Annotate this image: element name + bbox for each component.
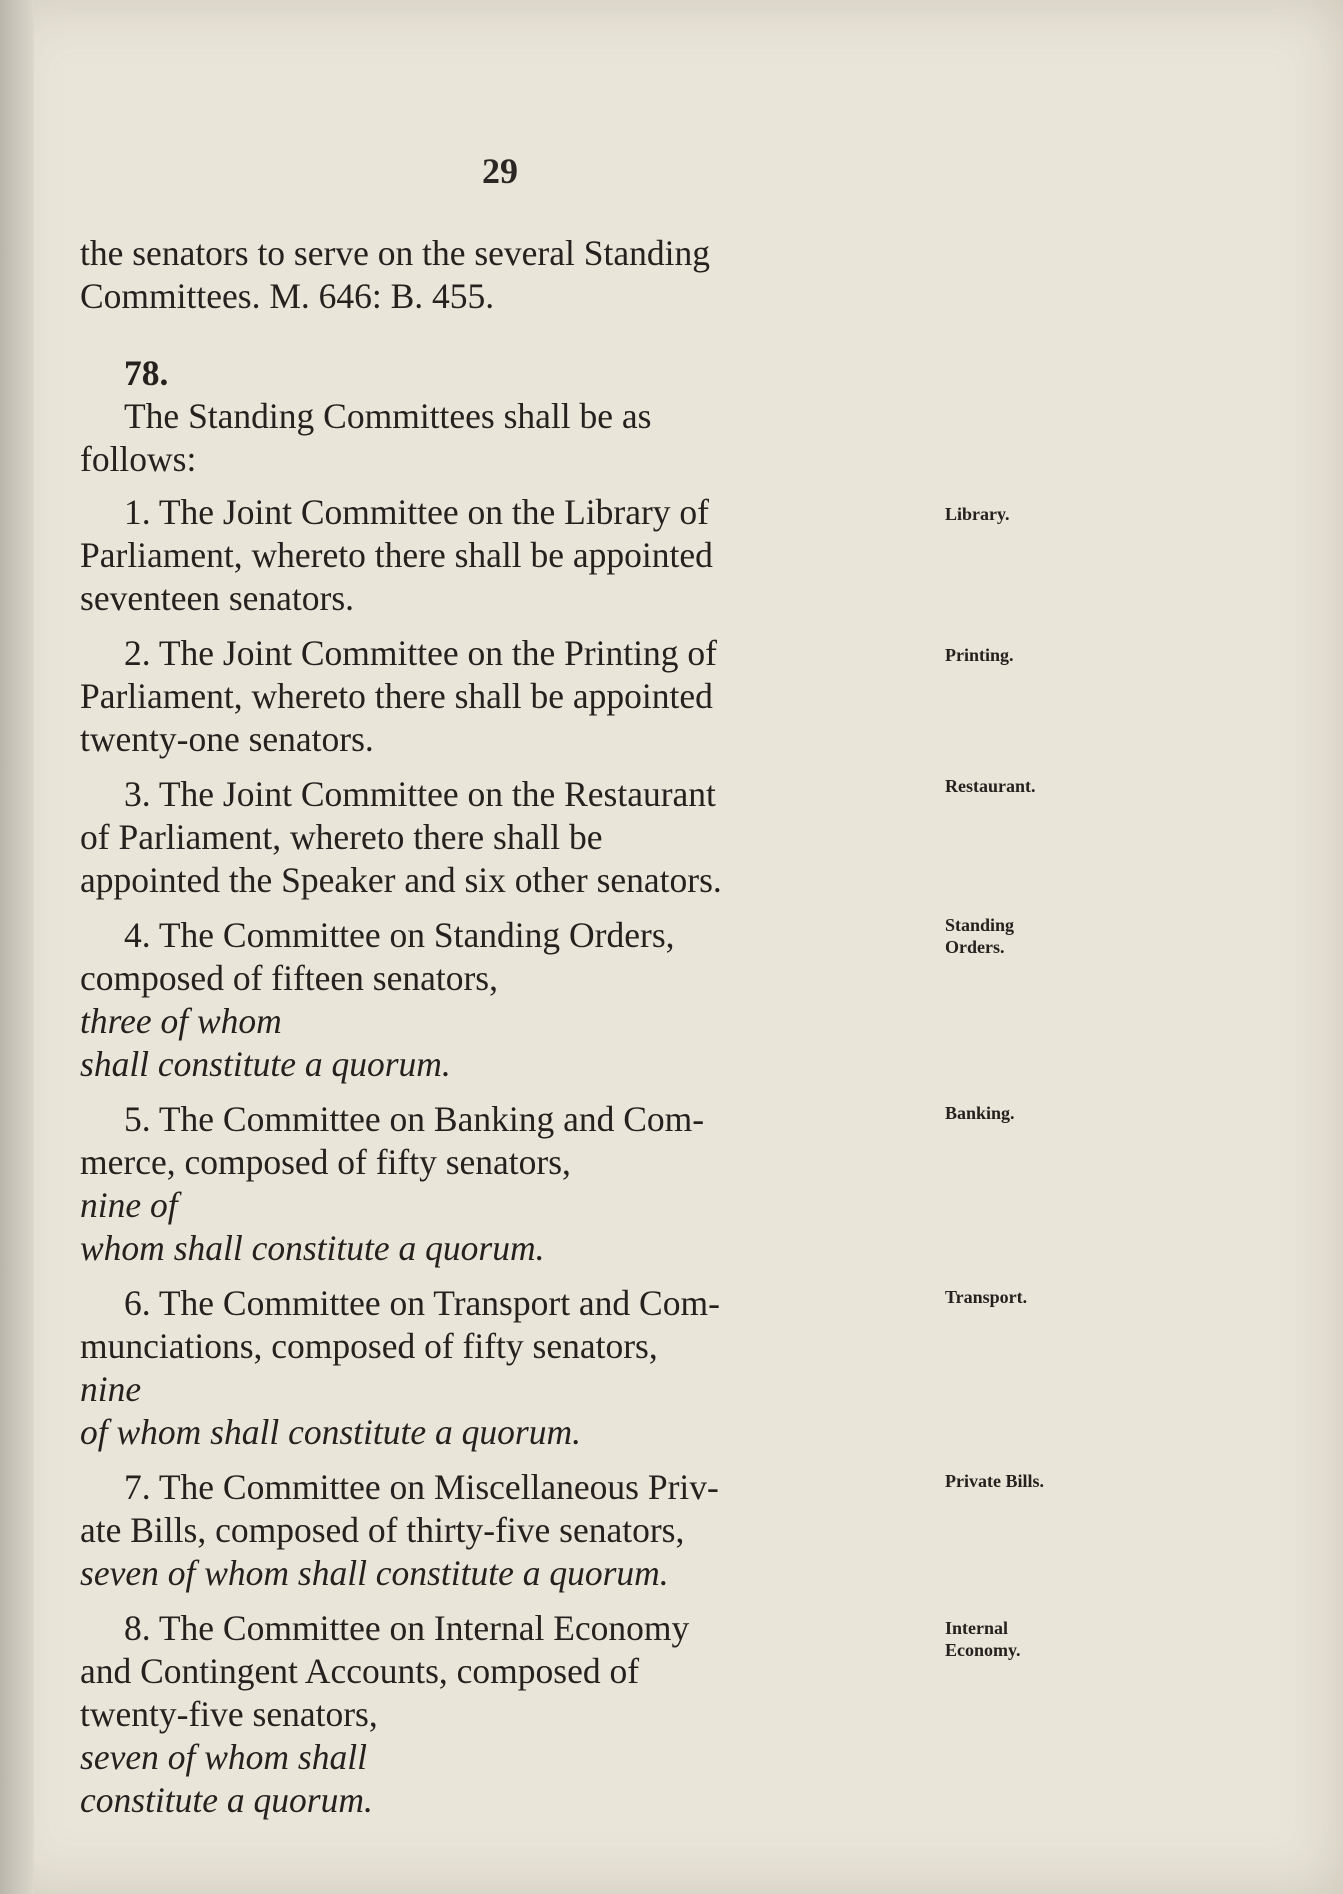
intro-line: the senators to serve on the several Standing xyxy=(80,233,710,273)
quorum-line: shall constitute a quorum. xyxy=(80,1044,451,1084)
quorum-text: three of whom xyxy=(80,1001,282,1041)
item-line: and Contingent Accounts, composed of xyxy=(80,1651,640,1691)
margin-note-text: Orders. xyxy=(945,937,1005,957)
margin-note xyxy=(945,1102,1015,1124)
intro-paragraph xyxy=(80,232,940,318)
item-line: Parliament, whereto there shall be appointed xyxy=(80,676,713,716)
margin-note-text: Economy. xyxy=(945,1640,1021,1660)
quorum-text: nine of xyxy=(80,1185,178,1225)
rule-line: follows: xyxy=(80,439,197,479)
list-item xyxy=(80,1466,1044,1595)
item-line xyxy=(80,957,940,1043)
item-line: 8. The Committee on Internal Economy xyxy=(124,1608,690,1648)
quorum-text: seven of whom shall xyxy=(80,1737,367,1777)
item-line xyxy=(80,1141,940,1227)
list-item xyxy=(80,914,1015,1086)
rules-text xyxy=(80,232,1044,1834)
item-line xyxy=(80,1325,940,1411)
margin-note-text: Printing. xyxy=(945,645,1014,665)
intro-line: Committees. M. 646: B. 455. xyxy=(80,276,495,316)
list-item xyxy=(80,1282,1028,1454)
margin-note xyxy=(945,644,1014,666)
margin-note xyxy=(945,1286,1027,1308)
page-number: 29 xyxy=(482,151,518,191)
rule-number: 78. xyxy=(124,353,169,393)
list-item xyxy=(80,632,1014,761)
item-text: twenty-five senators, xyxy=(80,1694,378,1734)
item-line: 6. The Committee on Transport and Com- xyxy=(124,1283,720,1323)
margin-note-text: Private Bills. xyxy=(945,1471,1044,1491)
margin-note-text: Transport. xyxy=(945,1287,1028,1307)
item-line: twenty-one senators. xyxy=(80,719,374,759)
margin-note-text: Restaurant. xyxy=(945,776,1036,796)
item-line xyxy=(80,1693,940,1779)
list-item xyxy=(80,1607,1021,1822)
item-line: 7. The Committee on Miscellaneous Priv- xyxy=(124,1467,719,1507)
rule-78-heading xyxy=(80,352,940,481)
quorum-line: whom shall constitute a quorum. xyxy=(80,1228,545,1268)
quorum-line: constitute a quorum. xyxy=(80,1780,373,1820)
item-line: of Parliament, whereto there shall be xyxy=(80,817,603,857)
item-line: 3. The Joint Committee on the Restaurant xyxy=(124,774,716,814)
quorum-line: of whom shall constitute a quorum. xyxy=(80,1412,581,1452)
list-item xyxy=(80,1098,1015,1270)
item-line: seventeen senators. xyxy=(80,578,355,618)
rule-line xyxy=(80,352,940,438)
item-text: composed of fifteen senators, xyxy=(80,958,498,998)
margin-note xyxy=(945,503,1010,525)
page-gutter xyxy=(0,0,34,1894)
item-line: 4. The Committee on Standing Orders, xyxy=(124,915,675,955)
item-line: ate Bills, composed of thirty-five senators, xyxy=(80,1510,685,1550)
margin-note xyxy=(945,1470,1044,1492)
item-line: Parliament, whereto there shall be appointed xyxy=(80,535,713,575)
margin-note-text: Banking. xyxy=(945,1103,1015,1123)
margin-note-text: Internal xyxy=(945,1618,1008,1638)
item-line: 1. The Joint Committee on the Library of xyxy=(124,492,709,532)
margin-note-text: Standing xyxy=(945,915,1015,935)
item-line: 2. The Joint Committee on the Printing of xyxy=(124,633,717,673)
margin-note xyxy=(945,1617,1021,1661)
item-line: appointed the Speaker and six other senators. xyxy=(80,860,722,900)
item-text: merce, composed of fifty senators, xyxy=(80,1142,571,1182)
margin-note xyxy=(945,914,1014,958)
quorum-line: seven of whom shall constitute a quorum. xyxy=(80,1553,669,1593)
rule-text: The Standing Committees shall be as xyxy=(124,396,652,436)
margin-note xyxy=(945,775,1036,797)
item-text: munciations, composed of fifty senators, xyxy=(80,1326,658,1366)
list-item xyxy=(80,491,1010,620)
margin-note-text: Library. xyxy=(945,504,1010,524)
list-item xyxy=(80,773,1036,902)
quorum-text: nine xyxy=(80,1369,142,1409)
item-line: 5. The Committee on Banking and Com- xyxy=(124,1099,705,1139)
